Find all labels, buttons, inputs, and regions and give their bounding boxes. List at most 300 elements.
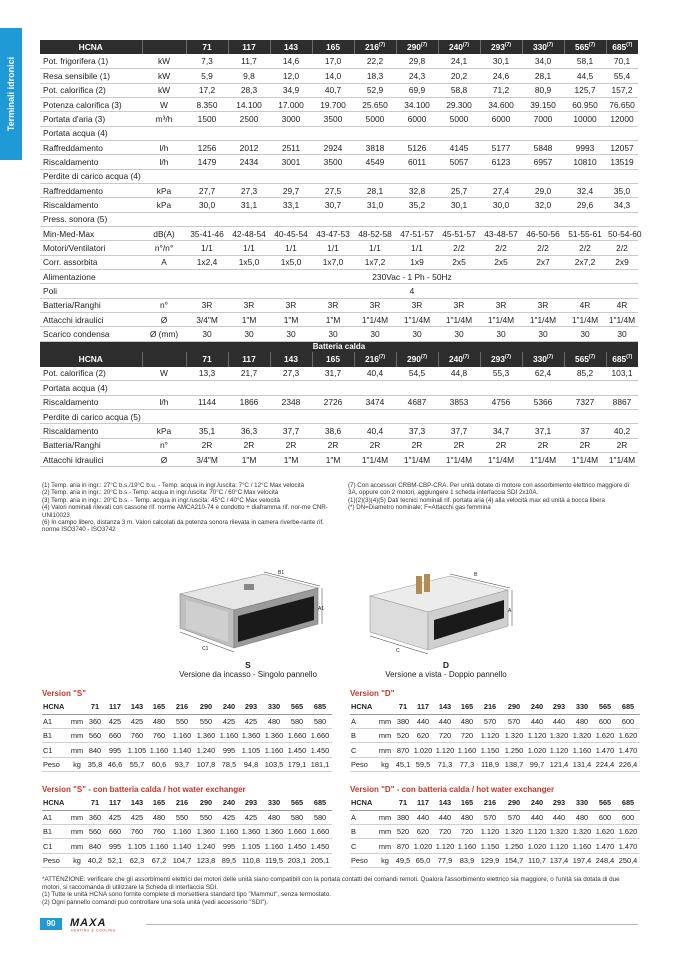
row-value: 27,4 xyxy=(480,183,522,197)
row-value: 5000 xyxy=(354,112,396,126)
dim-cell: 179,1 xyxy=(286,757,308,771)
row-value: 4687 xyxy=(396,395,438,409)
row-value xyxy=(606,169,638,183)
row-value xyxy=(228,212,270,226)
dim-cell: kg xyxy=(376,853,394,867)
dim-cell: 1.120 xyxy=(548,839,570,853)
row-value xyxy=(228,126,270,140)
row-value: 37 xyxy=(564,424,606,438)
row-unit: kW xyxy=(142,83,186,97)
row-value xyxy=(438,126,480,140)
row-unit xyxy=(142,410,186,424)
row-value: 69,9 xyxy=(396,83,438,97)
dim-cell: Peso xyxy=(350,853,376,867)
dim-cell: 550 xyxy=(170,714,194,728)
note-line: *ATTENZIONE: verificare che gli assorbimenti elettrici dei motori delle unità siano compatibili con la portata contatti dei comandi remoti. Qualora l'assorbimento elettrico sia maggiore, o l'unità sia dotata di due motori, si raccomanda di utilizzare la Scheda di interfaccia SDI. xyxy=(42,876,620,891)
dim-cell: 600 xyxy=(594,714,616,728)
row-value: 5057 xyxy=(438,155,480,169)
row-value xyxy=(564,410,606,424)
dim-header-cell xyxy=(68,700,86,714)
row-value: 2511 xyxy=(270,140,312,154)
dim-cell: 1.160 xyxy=(148,839,170,853)
row-value: 3R xyxy=(522,298,564,312)
row-value xyxy=(312,410,354,424)
row-value: 42-48-54 xyxy=(228,226,270,240)
version-s-battery-title: Version "S" - con batteria calda / hot water exchanger xyxy=(42,785,246,794)
dim-cell: 137,4 xyxy=(548,853,570,867)
dim-cell: 480 xyxy=(148,714,170,728)
dim-header-cell: 240 xyxy=(218,796,240,810)
dim-cell: 1.360 xyxy=(240,825,262,839)
row-value: 2012 xyxy=(228,140,270,154)
dim-cell: 71,3 xyxy=(434,757,456,771)
row-value: 1/1 xyxy=(312,241,354,255)
dim-cell: 425 xyxy=(104,714,126,728)
dim-cell: 1.620 xyxy=(594,825,616,839)
dim-cell: Peso xyxy=(350,757,376,771)
dim-header-cell: 685 xyxy=(308,700,332,714)
dim-header-cell: 143 xyxy=(126,796,148,810)
row-unit: l/h xyxy=(142,140,186,154)
row-value: 1"1/4M xyxy=(396,313,438,327)
row-value: 37,7 xyxy=(438,424,480,438)
row-value xyxy=(522,212,564,226)
dim-cell: mm xyxy=(376,729,394,743)
dim-header-cell: 117 xyxy=(412,796,434,810)
row-value: 3R xyxy=(396,298,438,312)
dim-cell: 440 xyxy=(434,810,456,824)
dim-cell: 380 xyxy=(394,714,412,728)
header-footnote-ref: (7) xyxy=(626,354,633,361)
row-label: Resa sensibile (1) xyxy=(40,69,142,83)
dim-cell: 1.360 xyxy=(194,825,218,839)
row-value: 38,6 xyxy=(312,424,354,438)
dim-row xyxy=(42,757,332,771)
row-value: 17,2 xyxy=(186,83,228,97)
dim-cell: 440 xyxy=(526,714,548,728)
row-value: 4549 xyxy=(354,155,396,169)
row-span-value: 4 xyxy=(186,284,638,298)
header-cell xyxy=(354,40,396,54)
row-value: 1"M xyxy=(270,313,312,327)
note-line: (6) In campo libero, distanza 3 m. Valori calcolati da potenza sonora rilevata in camera riverbe-rante rif. norme ISO3740 - ISO3742 xyxy=(42,519,324,534)
row-value: 28,1 xyxy=(354,183,396,197)
row-value: 2R xyxy=(522,438,564,452)
dim-cell: 360 xyxy=(86,714,104,728)
row-value xyxy=(564,212,606,226)
row-value: 30 xyxy=(522,327,564,341)
row-value xyxy=(186,169,228,183)
dim-header-cell: 565 xyxy=(594,796,616,810)
dim-cell: 1.620 xyxy=(616,729,640,743)
dim-cell: 1.240 xyxy=(194,743,218,757)
row-value: 29,0 xyxy=(522,183,564,197)
row-value: 6011 xyxy=(396,155,438,169)
row-unit: n° xyxy=(142,438,186,452)
row-value: 80,9 xyxy=(522,83,564,97)
row-label: Raffreddamento xyxy=(40,183,142,197)
version-d-battery-table xyxy=(350,796,640,868)
header-model: 290 xyxy=(406,42,421,53)
header-model: 216 xyxy=(364,354,379,365)
row-value: 4R xyxy=(606,298,638,312)
row-value xyxy=(396,212,438,226)
row-value: 1"1/4M xyxy=(438,453,480,467)
table-row xyxy=(40,313,638,327)
row-value xyxy=(396,381,438,395)
side-tab-label: Terminali idronici xyxy=(6,56,17,132)
row-value: 3R xyxy=(228,298,270,312)
row-value: 103,1 xyxy=(606,367,638,381)
row-value: 5848 xyxy=(522,140,564,154)
row-value: 6000 xyxy=(396,112,438,126)
table-row xyxy=(40,381,638,395)
dim-cell: 720 xyxy=(434,825,456,839)
header-model: 143 xyxy=(284,42,298,53)
row-value: 14.100 xyxy=(228,97,270,111)
row-value: 12,0 xyxy=(270,69,312,83)
row-value: 11,7 xyxy=(228,54,270,68)
dim-cell: mm xyxy=(68,743,86,757)
dim-cell: 560 xyxy=(86,729,104,743)
row-label: Perdite di carico acqua (4) xyxy=(40,169,142,183)
row-unit: Ø xyxy=(142,453,186,467)
row-value: 1866 xyxy=(228,395,270,409)
table-row xyxy=(40,284,638,298)
row-value: 76.650 xyxy=(606,97,638,111)
row-unit xyxy=(142,284,186,298)
row-value: 85,2 xyxy=(564,367,606,381)
row-value: 5126 xyxy=(396,140,438,154)
row-value: 5000 xyxy=(438,112,480,126)
table-row xyxy=(40,212,638,226)
row-value: 3R xyxy=(354,298,396,312)
row-value xyxy=(522,410,564,424)
row-value: 2R xyxy=(564,438,606,452)
row-value xyxy=(270,169,312,183)
row-value xyxy=(354,212,396,226)
row-value xyxy=(186,410,228,424)
side-section-tab xyxy=(0,28,22,160)
row-value: 30,1 xyxy=(438,198,480,212)
page-number: 90 xyxy=(40,918,62,930)
dim-cell: 107,8 xyxy=(194,757,218,771)
table-row xyxy=(40,54,638,68)
dim-cell: C xyxy=(350,839,376,853)
header-cell xyxy=(480,352,522,366)
dim-cell: 1.150 xyxy=(478,839,502,853)
row-label: Pot. frigorifera (1) xyxy=(40,54,142,68)
row-value: 2x7,2 xyxy=(564,255,606,269)
row-value: 46-50-56 xyxy=(522,226,564,240)
dim-header-cell: HCNA xyxy=(350,796,376,810)
dim-cell: 1.120 xyxy=(526,825,548,839)
dim-header-cell: 565 xyxy=(594,700,616,714)
row-label: Perdite di carico acqua (5) xyxy=(40,410,142,424)
dim-cell: 1.160 xyxy=(456,839,478,853)
row-value: 3818 xyxy=(354,140,396,154)
row-unit: dB(A) xyxy=(142,226,186,240)
row-value: 50-54-60 xyxy=(606,226,638,240)
row-value xyxy=(228,410,270,424)
row-value xyxy=(606,410,638,424)
dim-cell: 203,1 xyxy=(286,853,308,867)
dim-header-cell: 117 xyxy=(104,700,126,714)
header-model: 71 xyxy=(202,354,212,365)
row-value: 1"1/4M xyxy=(396,453,438,467)
row-label: Attacchi idraulici xyxy=(40,313,142,327)
dim-header-cell: 330 xyxy=(262,796,286,810)
row-value xyxy=(396,169,438,183)
footer-divider xyxy=(146,924,638,925)
dim-row xyxy=(350,853,640,867)
dim-cell: 570 xyxy=(478,810,502,824)
row-value: 30 xyxy=(438,327,480,341)
row-value: 9,8 xyxy=(228,69,270,83)
dim-cell: 760 xyxy=(126,729,148,743)
dim-cell: 440 xyxy=(412,714,434,728)
dim-cell: 46,6 xyxy=(104,757,126,771)
dim-cell: mm xyxy=(376,810,394,824)
row-unit: W xyxy=(142,367,186,381)
dim-header-cell: 565 xyxy=(286,796,308,810)
row-value: 54,5 xyxy=(396,367,438,381)
row-value xyxy=(564,126,606,140)
row-value: 1x2,4 xyxy=(186,255,228,269)
row-label: Riscaldamento xyxy=(40,424,142,438)
row-value: 27,5 xyxy=(312,183,354,197)
row-value: 3853 xyxy=(438,395,480,409)
dim-cell: 440 xyxy=(526,810,548,824)
row-value xyxy=(354,381,396,395)
dim-cell: 40,2 xyxy=(86,853,104,867)
row-label: Raffreddamento xyxy=(40,140,142,154)
row-unit: kPa xyxy=(142,198,186,212)
row-value: 1"M xyxy=(312,313,354,327)
row-label: Pot. calorifica (2) xyxy=(40,367,142,381)
note-line: (3) Temp. aria in ingr.: 20°C b.s. - Temp. acqua in ingr./uscita: 45°C / 40°C Max velocità xyxy=(42,496,280,504)
dim-cell: 995 xyxy=(218,839,240,853)
version-d-title: Version "D" xyxy=(350,689,395,698)
table-row xyxy=(40,198,638,212)
row-value: 34,7 xyxy=(480,424,522,438)
dim-cell: 620 xyxy=(412,729,434,743)
dim-cell: 425 xyxy=(240,714,262,728)
row-value: 40-45-54 xyxy=(270,226,312,240)
dim-cell: 1.140 xyxy=(170,743,194,757)
dim-cell: 1.470 xyxy=(594,839,616,853)
row-unit: W xyxy=(142,97,186,111)
row-value xyxy=(228,381,270,395)
header-model: HCNA xyxy=(78,42,103,53)
dim-cell: 1.660 xyxy=(286,825,308,839)
row-value: 1256 xyxy=(186,140,228,154)
row-value: 29,7 xyxy=(270,183,312,197)
row-value: 3001 xyxy=(270,155,312,169)
row-value xyxy=(270,126,312,140)
row-value: 2/2 xyxy=(606,241,638,255)
row-value: 30,1 xyxy=(480,54,522,68)
row-value: 27,3 xyxy=(228,183,270,197)
row-value: 2R xyxy=(228,438,270,452)
dim-header-cell: 143 xyxy=(434,796,456,810)
dim-header-cell: 290 xyxy=(194,796,218,810)
dim-cell: 1.160 xyxy=(170,825,194,839)
row-value xyxy=(480,410,522,424)
row-value: 1"1/4M xyxy=(480,313,522,327)
row-value xyxy=(522,169,564,183)
dim-cell: 760 xyxy=(148,825,170,839)
dim-header-cell xyxy=(376,700,394,714)
header-footnote-ref: (7) xyxy=(378,354,386,361)
notes-right xyxy=(348,482,638,512)
dim-b-label: B xyxy=(474,572,478,578)
dim-cell: 1.160 xyxy=(570,839,594,853)
row-value: 40,4 xyxy=(354,367,396,381)
row-value: 7,3 xyxy=(186,54,228,68)
header-footnote-ref: (7) xyxy=(546,42,554,49)
header-footnote-ref: (7) xyxy=(626,42,633,49)
row-value: 71,2 xyxy=(480,83,522,97)
row-value xyxy=(438,212,480,226)
row-value: 17,0 xyxy=(312,54,354,68)
row-value: 19.700 xyxy=(312,97,354,111)
dim-cell: 60,6 xyxy=(148,757,170,771)
dim-cell: 1.250 xyxy=(502,839,526,853)
specs-table xyxy=(40,40,642,467)
section-title: Batteria calda xyxy=(40,341,638,352)
row-value: 40,4 xyxy=(354,424,396,438)
dim-cell: 226,4 xyxy=(616,757,640,771)
row-value: 60.950 xyxy=(564,97,606,111)
header-footnote-ref: (7) xyxy=(504,42,512,49)
table-row xyxy=(40,83,638,97)
row-value: 1"M xyxy=(228,313,270,327)
unit-s-image xyxy=(168,566,328,658)
dim-cell: B xyxy=(350,729,376,743)
header-cell xyxy=(142,40,186,54)
dim-header-cell: 290 xyxy=(502,700,526,714)
dim-a1-label: A1 xyxy=(318,606,325,612)
row-value: 3500 xyxy=(312,112,354,126)
row-value xyxy=(270,410,312,424)
header-cell xyxy=(396,40,438,54)
dim-cell: B1 xyxy=(42,729,68,743)
dim-cell: 1.160 xyxy=(148,743,170,757)
dim-header-cell: 71 xyxy=(394,796,412,810)
dim-row xyxy=(350,839,640,853)
dim-cell: 1.105 xyxy=(126,743,148,757)
header-model: 565 xyxy=(574,354,589,365)
row-value: 34.100 xyxy=(396,97,438,111)
dim-cell: 600 xyxy=(594,810,616,824)
row-value: 3R xyxy=(480,298,522,312)
dim-cell: 620 xyxy=(412,825,434,839)
row-label: Min-Med-Max xyxy=(40,226,142,240)
dim-header-cell: 685 xyxy=(616,700,640,714)
dim-cell: 550 xyxy=(194,810,218,824)
row-value xyxy=(438,410,480,424)
row-unit: Ø (mm) xyxy=(142,327,186,341)
row-value: 1"1/4M xyxy=(438,313,480,327)
header-model: 330 xyxy=(532,354,547,365)
dim-row xyxy=(350,810,640,824)
dim-cell: 35,8 xyxy=(86,757,104,771)
dim-cell: 77,9 xyxy=(434,853,456,867)
row-value: 31,7 xyxy=(312,367,354,381)
header-cell xyxy=(312,40,354,54)
row-value: 62,4 xyxy=(522,367,564,381)
table-header-row xyxy=(40,352,638,366)
dim-header-cell: 240 xyxy=(526,700,548,714)
dim-cell: 77,3 xyxy=(456,757,478,771)
dim-cell: C1 xyxy=(42,743,68,757)
dim-header-cell: 71 xyxy=(86,700,104,714)
row-value: 45-51-57 xyxy=(438,226,480,240)
note-line: (2) Ogni pannello comandi può controllare una sola unità (vedi accessorio "SDI"). xyxy=(42,898,269,906)
dim-cell: 425 xyxy=(126,714,148,728)
row-value: 52,9 xyxy=(354,83,396,97)
dim-b1-label: B1 xyxy=(278,570,285,576)
dim-cell: 425 xyxy=(218,714,240,728)
dim-cell: 1.360 xyxy=(240,729,262,743)
dim-cell: 1.150 xyxy=(478,743,502,757)
row-value xyxy=(438,169,480,183)
row-value: 28,3 xyxy=(228,83,270,97)
dim-cell: A xyxy=(350,810,376,824)
row-unit: l/h xyxy=(142,155,186,169)
row-value: 1"1/4M xyxy=(480,453,522,467)
row-value: 17.000 xyxy=(270,97,312,111)
dim-header-cell: 685 xyxy=(616,796,640,810)
dim-cell: 197,4 xyxy=(570,853,594,867)
dim-cell: 1.240 xyxy=(194,839,218,853)
dim-cell: 1.160 xyxy=(218,825,240,839)
dim-cell: 480 xyxy=(570,714,594,728)
header-cell xyxy=(606,40,638,54)
row-value: 1x7,2 xyxy=(354,255,396,269)
row-value xyxy=(396,126,438,140)
dim-header-cell: 216 xyxy=(478,700,502,714)
row-value xyxy=(522,381,564,395)
dim-cell: 425 xyxy=(126,810,148,824)
header-model: 117 xyxy=(242,354,256,365)
note-line: (2) Temp. aria in ingr.: 20°C b.s.- Temp. acqua in ingr./uscita: 70°C / 60°C Max velocità xyxy=(42,489,279,497)
row-value xyxy=(480,381,522,395)
dim-cell: 995 xyxy=(218,743,240,757)
version-s-title: Version "S" xyxy=(42,689,87,698)
table-row xyxy=(40,97,638,111)
row-label: Motori/Ventilatori xyxy=(40,241,142,255)
row-value: 18,3 xyxy=(354,69,396,83)
header-footnote-ref: (7) xyxy=(504,354,512,361)
dim-cell: 440 xyxy=(548,714,570,728)
header-cell xyxy=(270,352,312,366)
row-value: 70,1 xyxy=(606,54,638,68)
header-model: 117 xyxy=(242,42,256,53)
version-d-table xyxy=(350,700,640,772)
row-value: 55,4 xyxy=(606,69,638,83)
dim-cell: 720 xyxy=(456,825,478,839)
row-value: 2/2 xyxy=(480,241,522,255)
row-value: 14,0 xyxy=(312,69,354,83)
row-value: 24,1 xyxy=(438,54,480,68)
dim-cell: 65,0 xyxy=(412,853,434,867)
row-value: 6123 xyxy=(480,155,522,169)
dim-cell: 480 xyxy=(262,810,286,824)
dim-cell: 121,4 xyxy=(548,757,570,771)
row-label: Corr. assorbita xyxy=(40,255,142,269)
